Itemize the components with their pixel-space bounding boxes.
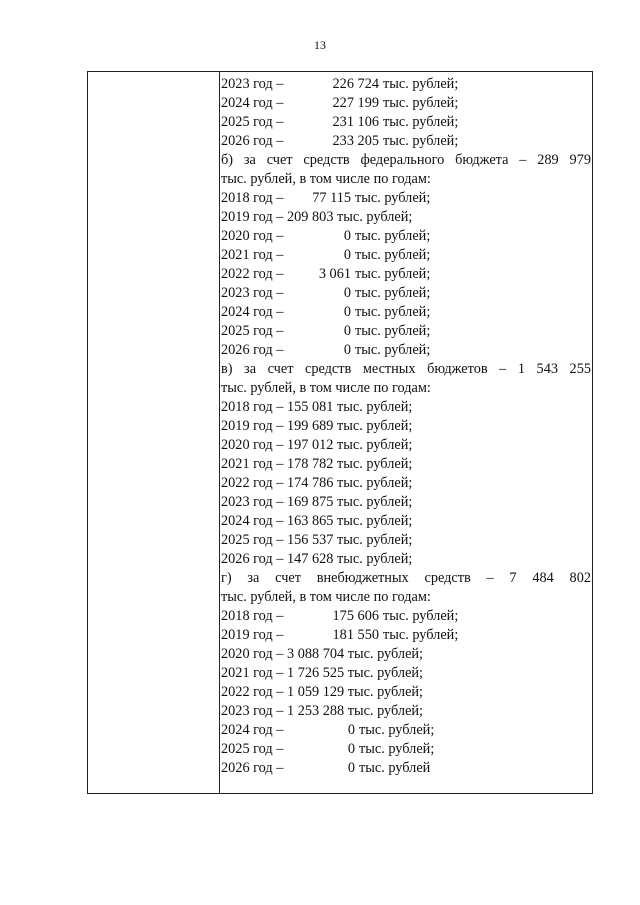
amount-value: 175 606 (332, 608, 379, 624)
year-label: 2021 год – (221, 247, 284, 263)
unit-label: тыс. рублей; (383, 608, 459, 624)
amount-value: 0 (343, 285, 351, 301)
amount-value: 181 550 (332, 627, 379, 643)
unit-label: тыс. рублей; (383, 133, 459, 149)
list-item (221, 132, 591, 151)
unit-label: тыс. рублей; (359, 741, 435, 757)
list-item (221, 94, 591, 113)
year-label: 2026 год – (221, 133, 284, 149)
year-label: 2024 год – (221, 304, 284, 320)
year-label: 2019 год – (221, 209, 284, 225)
amount-value: 77 115 (312, 190, 351, 206)
amount-value: 0 (347, 741, 355, 757)
list-item: 2025 год – 156 537 тыс. рублей; (221, 532, 413, 548)
list-item: 2024 год – 163 865 тыс. рублей; (221, 513, 413, 529)
amount-value: 0 (347, 760, 355, 776)
list-item (221, 208, 591, 227)
page-number: 13 (314, 38, 326, 52)
unit-label: тыс. рублей; (337, 209, 413, 225)
year-label: 2024 год – (221, 95, 284, 111)
list-item (221, 113, 591, 132)
amount-value: 0 (343, 323, 351, 339)
list-item: 2022 год – 1 059 129 тыс. рублей; (221, 684, 424, 700)
list-item (221, 227, 591, 246)
year-label: 2020 год – (221, 228, 284, 244)
list-item (221, 721, 591, 740)
amount-value: 209 803 (287, 209, 334, 225)
year-label: 2025 год – (221, 114, 284, 130)
amount-value: 226 724 (332, 76, 379, 92)
list-item: 2021 год – 1 726 525 тыс. рублей; (221, 665, 424, 681)
section-heading-extrabudgetary-cont: тыс. рублей, в том числе по годам: (221, 589, 431, 605)
list-item: 2026 год – 147 628 тыс. рублей; (221, 551, 413, 567)
list-item (221, 75, 591, 94)
amount-value: 0 (343, 247, 351, 263)
list-item: 2019 год – 199 689 тыс. рублей; (221, 418, 413, 434)
unit-label: тыс. рублей; (383, 114, 459, 130)
list-item (221, 189, 591, 208)
table-right-cell (221, 75, 591, 778)
amount-value: 0 (343, 342, 351, 358)
amount-value: 231 106 (332, 114, 379, 130)
year-label: 2022 год – (221, 266, 284, 282)
year-label: 2026 год – (221, 760, 284, 776)
unit-label: тыс. рублей; (355, 342, 431, 358)
list-item: 2020 год – 197 012 тыс. рублей; (221, 437, 413, 453)
list-item (221, 322, 591, 341)
amount-value: 3 061 (318, 266, 351, 282)
list-item: 2020 год – 3 088 704 тыс. рублей; (221, 646, 424, 662)
unit-label: тыс. рублей; (355, 323, 431, 339)
unit-label: тыс. рублей; (355, 304, 431, 320)
section-heading-federal: б) за счет средств федерального бюджета – 289 979 (221, 152, 591, 168)
section-heading-extrabudgetary: г) за счет внебюджетных средств – 7 484 802 (221, 570, 591, 586)
unit-label: тыс. рублей; (359, 722, 435, 738)
amount-value: 0 (347, 722, 355, 738)
unit-label: тыс. рублей (359, 760, 431, 776)
year-label: 2024 год – (221, 722, 284, 738)
unit-label: тыс. рублей; (355, 190, 431, 206)
unit-label: тыс. рублей; (355, 247, 431, 263)
list-item (221, 265, 591, 284)
section-heading-local-cont: тыс. рублей, в том числе по годам: (221, 380, 431, 396)
year-label: 2025 год – (221, 323, 284, 339)
amount-value: 0 (343, 304, 351, 320)
unit-label: тыс. рублей; (383, 76, 459, 92)
list-item (221, 246, 591, 265)
list-item: 2018 год – 155 081 тыс. рублей; (221, 399, 413, 415)
unit-label: тыс. рублей; (355, 285, 431, 301)
list-item (221, 341, 591, 360)
list-item (221, 607, 591, 626)
unit-label: тыс. рублей; (355, 228, 431, 244)
list-item (221, 284, 591, 303)
year-label: 2018 год – (221, 190, 284, 206)
table-left-cell (88, 72, 220, 793)
year-label: 2025 год – (221, 741, 284, 757)
list-item: 2022 год – 174 786 тыс. рублей; (221, 475, 413, 491)
list-item (221, 759, 591, 778)
list-item: 2023 год – 1 253 288 тыс. рублей; (221, 703, 424, 719)
amount-value: 0 (343, 228, 351, 244)
amount-value: 227 199 (332, 95, 379, 111)
list-item (221, 303, 591, 322)
year-label: 2019 год – (221, 627, 284, 643)
year-label: 2018 год – (221, 608, 284, 624)
unit-label: тыс. рублей; (383, 627, 459, 643)
list-item (221, 740, 591, 759)
year-label: 2026 год – (221, 342, 284, 358)
list-item (221, 626, 591, 645)
year-label: 2023 год – (221, 285, 284, 301)
unit-label: тыс. рублей; (383, 95, 459, 111)
unit-label: тыс. рублей; (355, 266, 431, 282)
list-item: 2023 год – 169 875 тыс. рублей; (221, 494, 413, 510)
section-heading-local: в) за счет средств местных бюджетов – 1 543 255 (221, 361, 591, 377)
year-label: 2023 год – (221, 76, 284, 92)
table-frame (87, 71, 593, 794)
section-heading-federal-cont: тыс. рублей, в том числе по годам: (221, 171, 431, 187)
amount-value: 233 205 (332, 133, 379, 149)
list-item: 2021 год – 178 782 тыс. рублей; (221, 456, 413, 472)
